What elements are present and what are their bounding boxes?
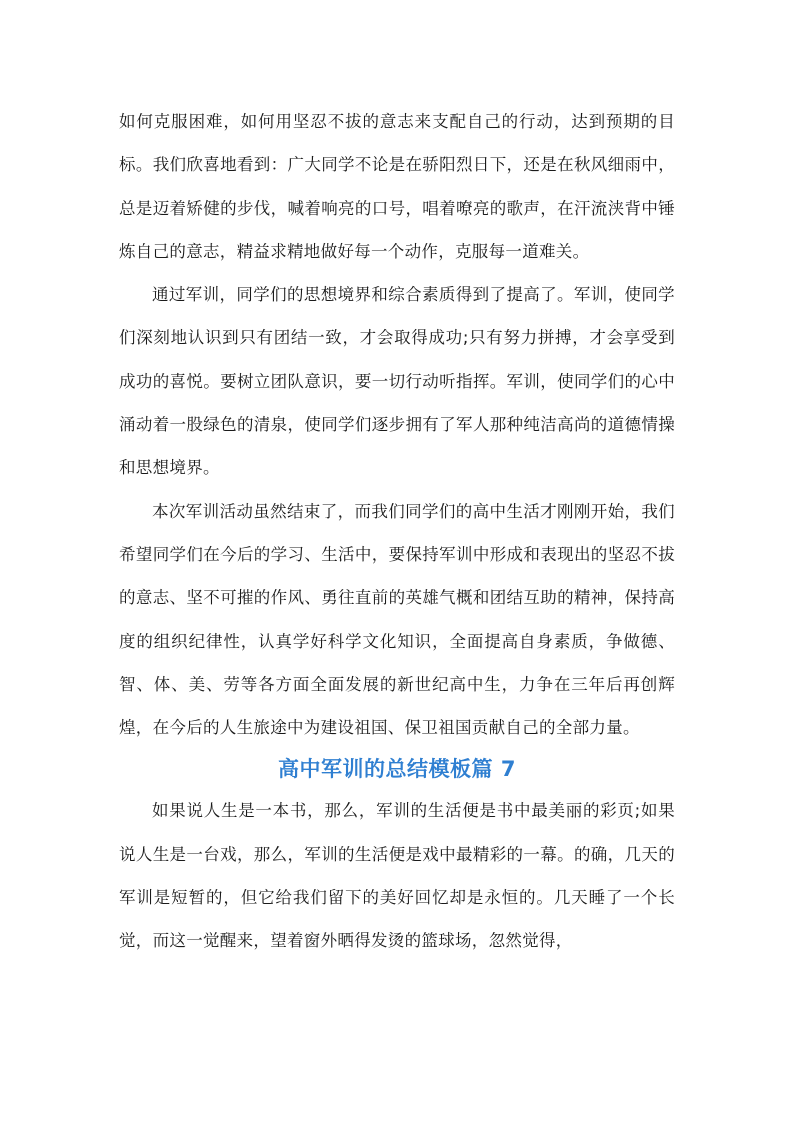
paragraph-continued: 如何克服困难，如何用坚忍不拔的意志来支配自己的行动，达到预期的目标。我们欣喜地看到：广大同学不论是在骄阳烈日下，还是在秋风细雨中，总是迈着矫健的步伐，喊着响亮的口号，唱着嘹亮的歌声，在汗流浃背中锤炼自己的意志，精益求精地做好每一个动作，克服每一道难关。: [119, 112, 675, 261]
section-heading: 高中军训的总结模板篇 7: [278, 757, 516, 782]
paragraph: 本次军训活动虽然结束了，而我们同学们的高中生活才刚刚开始，我们希望同学们在今后的学习、生活中，要保持军训中形成和表现出的坚忍不拔的意志、坚不可摧的作风、勇往直前的英雄气概和团结互助的精神，保持高度的组织纪律性，认真学好科学文化知识，全面提高自身素质，争做德、智、体、美、劳等各方面全面发展的新世纪高中生，力争在三年后再创辉煌，在今后的人生旅途中为建设祖国、保卫祖国贡献自己的全部力量。: [119, 501, 675, 738]
paragraph: 如果说人生是一本书，那么，军训的生活便是书中最美丽的彩页;如果说人生是一台戏，那么，军训的生活便是戏中最精彩的一幕。的确，几天的军训是短暂的，但它给我们留下的美好回忆却是永恒的。几天睡了一个长觉，而这一觉醒来，望着窗外晒得发烫的篮球场，忽然觉得，: [119, 801, 675, 951]
paragraph: 通过军训，同学们的思想境界和综合素质得到了提高了。军训，使同学们深刻地认识到只有团结一致，才会取得成功;只有努力拼搏，才会享受到成功的喜悦。要树立团队意识，要一切行动听指挥。军训，使同学们的心中涌动着一股绿色的清泉，使同学们逐步拥有了军人那种纯洁高尚的道德情操和思想境界。: [119, 285, 675, 478]
document-body: [119, 100, 675, 963]
